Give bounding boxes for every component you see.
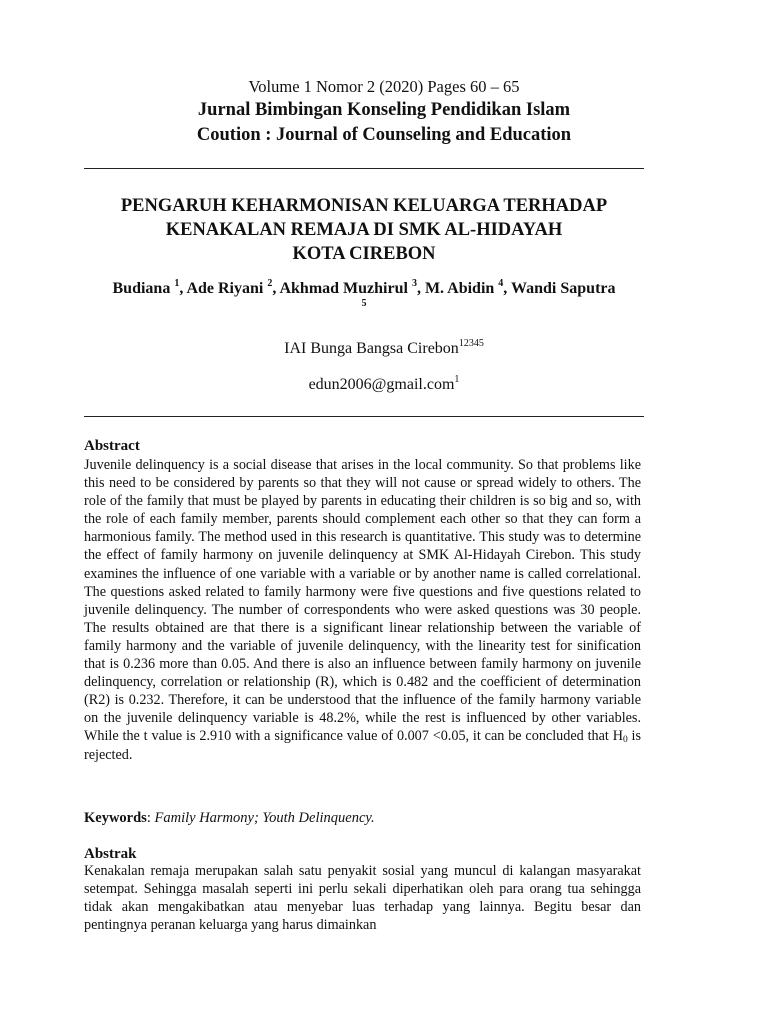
author-superscript: 3 bbox=[411, 278, 417, 289]
abstrak-body: Kenakalan remaja merupakan salah satu penyakit sosial yang muncul di kalangan masyarakat setempat. Sehingga masalah seperti ini perlu sekali diperhatikan oleh para orang tua sehingga tidak akan mengakibatkan atau menyebar luas terhadap yang lainnya. Begitu besar dan pentingnya peranan keluarga yang harus dimainkan bbox=[84, 863, 641, 934]
author-list: Budiana $^1$, Ade Riyani $^2$, Akhmad Muzhirul $^3$, M. Abidin $^4$, Wandi Saputra $^5$ bbox=[112, 278, 616, 309]
keywords-separator: : bbox=[146, 810, 155, 826]
hypothesis-subscript: 0 bbox=[622, 735, 628, 746]
abstract-body bbox=[84, 456, 641, 764]
article-title-line-3: KOTA CIREBON bbox=[292, 244, 436, 264]
article-title-line-1: PENGARUH KEHARMONISAN KELUARGA TERHADAP bbox=[120, 196, 608, 216]
header-divider bbox=[84, 168, 644, 169]
author-name: Wandi Saputra bbox=[511, 280, 616, 297]
affiliation-text: IAI Bunga Bangsa Cirebon bbox=[284, 340, 459, 357]
abstract-heading: Abstract bbox=[84, 438, 140, 454]
abstrak-heading: Abstrak bbox=[84, 846, 137, 862]
email-text: edun2006@gmail.com bbox=[308, 376, 455, 393]
article-title-line-2: KENAKALAN REMAJA DI SMK AL-HIDAYAH bbox=[165, 220, 563, 240]
volume-line: Volume 1 Nomor 2 (2020) Pages 60 – 65 bbox=[248, 77, 520, 96]
author-name: Ade Riyani bbox=[186, 280, 264, 297]
abstract-text: Juvenile delinquency is a social disease that arises in the local community. So that problems like this need to be considered by parents so that they will not cause or spread widely to others. The role of the family that must be played by parents in educating their children is so big and so, with the role of each family member, parents should complement each other so that they can form a harmonious family. The method used in this research is quantitative. This study was to determine the effect of family harmony on juvenile delinquency at SMK Al-Hidayah Cirebon. This study examines the influence of one variable with a variable or by another name is called correlational. The questions asked related to family harmony were five questions and five questions related to juvenile delinquency. The number of correspondents who were asked questions was 30 people. The results obtained are that there is a significant linear relationship between the variable of family harmony and the variable of juvenile delinquency, with the linearity test for sinification that is 0.236 more than 0.05. And there is also an influence between family harmony on juvenile delinquency, correlation or relationship (R), which is 0.482 and the coefficient of determination (R2) is 0.232. Therefore, it can be understood that the influence of the family harmony variable on the juvenile delinquency variable is 48.2%, while the rest is influenced by other variables. While the t value is 2.910 with a significance value of 0.007 <0.05, it can be concluded that H bbox=[84, 457, 641, 745]
author-superscript: 5 bbox=[361, 298, 367, 309]
keywords-line bbox=[84, 809, 644, 827]
author-name: M. Abidin bbox=[424, 280, 495, 297]
email-superscript: 1 bbox=[454, 374, 460, 385]
author-superscript: 1 bbox=[174, 278, 180, 289]
author-superscript: 4 bbox=[498, 278, 504, 289]
affiliation bbox=[0, 339, 768, 359]
keywords-values: Family Harmony; Youth Delinquency. bbox=[154, 810, 375, 826]
affiliation-superscript: 12345 bbox=[458, 338, 484, 349]
keywords-label: Keywords bbox=[84, 810, 147, 826]
journal-name-english: Coution : Journal of Counseling and Education bbox=[196, 125, 572, 145]
author-superscript: 2 bbox=[267, 278, 273, 289]
author-divider bbox=[84, 416, 644, 417]
author-name: Budiana bbox=[112, 280, 171, 297]
email bbox=[0, 375, 768, 395]
abstract-text-end: is rejected. bbox=[84, 728, 641, 763]
author-name: Akhmad Muzhirul bbox=[279, 280, 408, 297]
journal-name-indonesian: Jurnal Bimbingan Konseling Pendidikan Islam bbox=[197, 100, 571, 120]
